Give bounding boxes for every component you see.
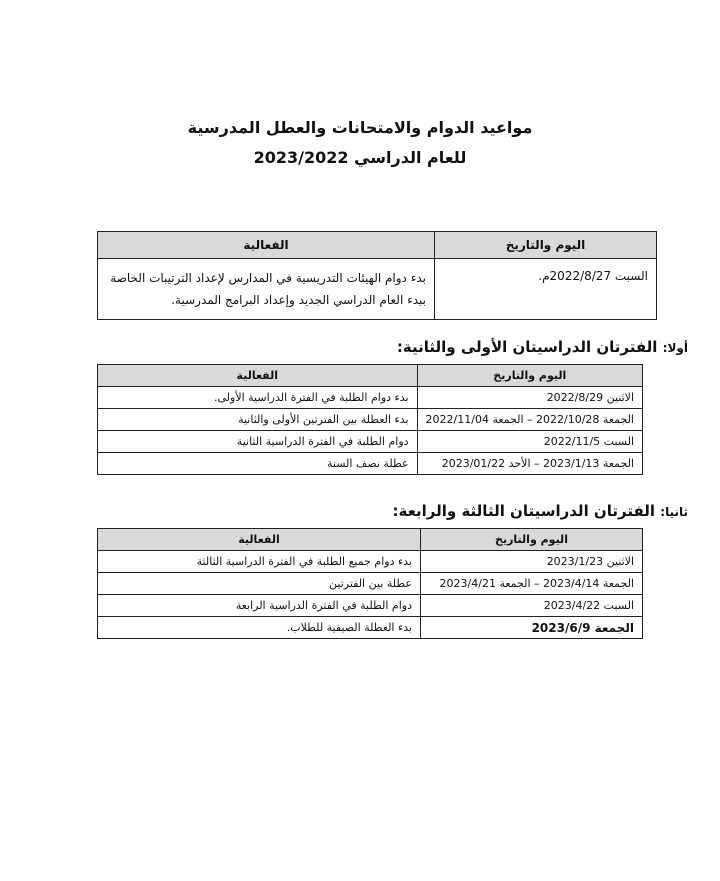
header-activity: الفعالية — [98, 529, 421, 551]
row-date: الجمعة 2023/4/14 – الجمعة 2023/4/21 — [421, 573, 643, 595]
row-activity: دوام الطلبة في الفترة الدراسية الرابعة — [98, 595, 421, 617]
table-row — [98, 453, 643, 475]
header-activity: الفعالية — [98, 232, 435, 259]
table-row — [98, 259, 657, 320]
section1-prefix: أولا: — [662, 341, 688, 355]
document-title: مواعيد الدوام والامتحانات والعطل المدرسية — [187, 118, 533, 137]
section1-table — [97, 364, 643, 475]
row-date: السبت 2022/8/27م. — [435, 259, 657, 320]
row-date: السبت 2022/11/5 — [417, 431, 642, 453]
row-date: السبت 2023/4/22 — [421, 595, 643, 617]
row-date: الجمعة 2022/10/28 – الجمعة 2022/11/04 — [417, 409, 642, 431]
row-date: الجمعة 2023/1/13 – الأحد 2023/01/22 — [417, 453, 642, 475]
header-date: اليوم والتاريخ — [435, 232, 657, 259]
table-header-row — [98, 529, 643, 551]
section1-title: الفترتان الدراسيتان الأولى والثانية: — [396, 338, 658, 356]
table-row — [98, 573, 643, 595]
header-date: اليوم والتاريخ — [417, 365, 642, 387]
section2-heading — [392, 502, 688, 520]
row-date: الاثنين 2022/8/29 — [417, 387, 642, 409]
table-row — [98, 387, 643, 409]
table-row — [98, 617, 643, 639]
table-header-row — [98, 232, 657, 259]
section2-table — [97, 528, 643, 639]
table-row — [98, 409, 643, 431]
document-subtitle: للعام الدراسي 2023/2022 — [253, 148, 467, 167]
header-activity: الفعالية — [98, 365, 418, 387]
row-activity: بدء العطلة الصيفية للطلاب. — [98, 617, 421, 639]
row-activity: بدء العطلة بين الفترتين الأولى والثانية — [98, 409, 418, 431]
table-header-row — [98, 365, 643, 387]
row-activity: بدء دوام الطلبة في الفترة الدراسية الأولى. — [98, 387, 418, 409]
row-activity: بدء دوام الهيئات التدريسية في المدارس لإعداد الترتيبات الخاصة ببدء العام الدراسي الجديد وإعداد البرامج المدرسية. — [98, 259, 435, 320]
row-activity: دوام الطلبة في الفترة الدراسية الثانية — [98, 431, 418, 453]
row-activity: عطلة نصف السنة — [98, 453, 418, 475]
row-activity: عطلة بين الفترتين — [98, 573, 421, 595]
section2-title: الفترتان الدراسيتان الثالثة والرابعة: — [392, 502, 656, 520]
row-activity: بدء دوام جميع الطلبة في الفترة الدراسية الثالثة — [98, 551, 421, 573]
table-row — [98, 595, 643, 617]
row-date: الجمعة 2023/6/9 — [421, 617, 643, 639]
table-row — [98, 431, 643, 453]
section1-heading — [397, 338, 688, 356]
row-date: الاثنين 2023/1/23 — [421, 551, 643, 573]
header-date: اليوم والتاريخ — [421, 529, 643, 551]
table-row — [98, 551, 643, 573]
section2-prefix: ثانيا: — [660, 505, 688, 519]
opening-table — [97, 231, 657, 320]
